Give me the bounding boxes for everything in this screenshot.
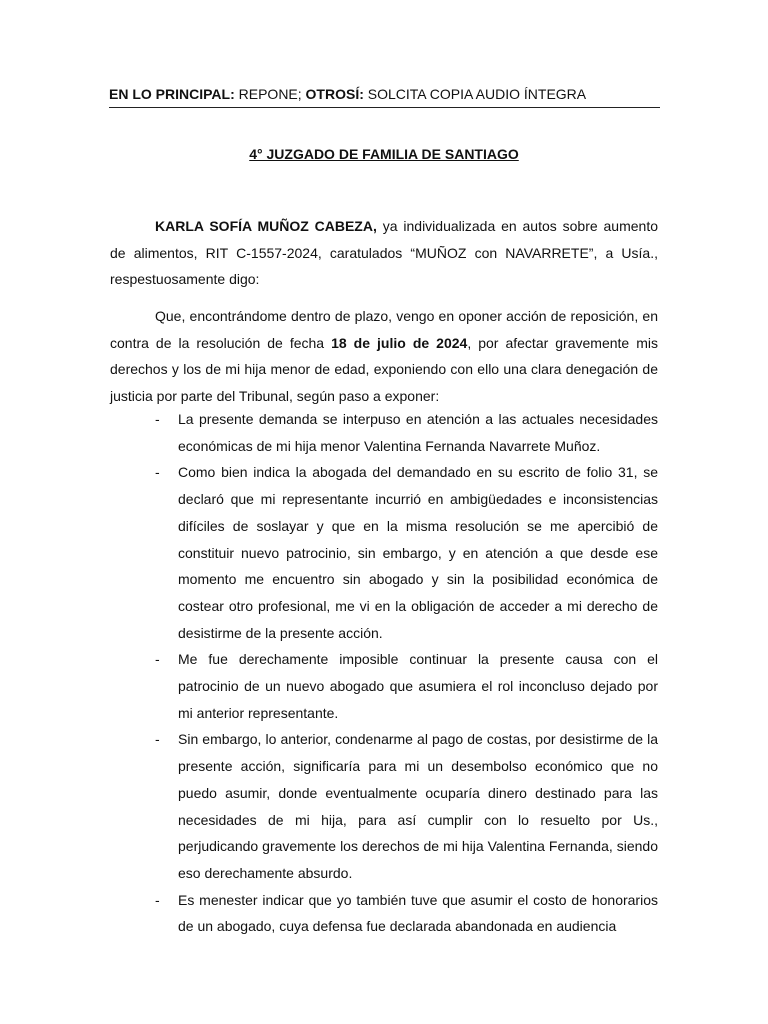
petitioner-name: KARLA SOFÍA MUÑOZ CABEZA,	[155, 218, 377, 234]
principal-text: REPONE;	[234, 86, 306, 102]
list-item	[155, 726, 658, 886]
intro-paragraph	[110, 213, 658, 293]
bullet-dash: -	[155, 731, 160, 748]
principal-label: EN LO PRINCIPAL:	[109, 86, 235, 102]
list-item	[155, 887, 658, 940]
arguments-list	[0, 406, 768, 940]
otrosi-label: OTROSÍ:	[305, 86, 364, 102]
body-text-after-date: , por afectar gravemente mis derechos y los de mi hija menor de edad, exponiendo con ello una clara denegación de justicia por parte del Tribunal, según paso a exponer:	[110, 334, 658, 405]
otrosi-text: SOLCITA COPIA AUDIO ÍNTEGRA	[363, 86, 587, 102]
court-title: 4° JUZGADO DE FAMILIA DE SANTIAGO	[249, 146, 519, 162]
resolution-date: 18 de julio de 2024	[331, 334, 468, 351]
list-item	[155, 646, 658, 726]
list-item-text: Como bien indica la abogada del demandado en su escrito de folio 31, se declaró que mi representante incurrió en ambigüedades e inconsistencias difíciles de soslayar y que en la misma resolución se me apercibió de constituir nuevo patrocinio, sin embargo, y en atención a que desde ese momento me encuentro sin abogado y sin la posibilidad económica de costear otro profesional, me vi en la obligación de acceder a mi derecho de desistirme de la presente acción.	[178, 464, 658, 641]
list-item-text: La presente demanda se interpuso en atención a las actuales necesidades económicas de mi hija menor Valentina Fernanda Navarrete Muñoz.	[178, 411, 658, 454]
bullet-dash: -	[155, 411, 160, 427]
intro-text: ya individualizada en autos sobre aumento de alimentos, RIT C-1557-2024, caratulados “MUÑOZ con NAVARRETE”, a Usía., respestuosamente digo:	[110, 218, 658, 288]
list-item-text: Es menester indicar que yo también tuve que asumir el costo de honorarios de un abogado, cuya defensa fue declarada abandonada en audiencia	[178, 891, 658, 935]
body-text-before-date: Que, encontrándome dentro de plazo, vengo en oponer acción de reposición, en contra de la resolución de fecha	[110, 308, 658, 351]
list-item-text: Sin embargo, lo anterior, condenarme al pago de costas, por desistirme de la presente acción, significaría para mi un desembolso económico que no puedo asumir, donde eventualmente ocuparía dinero destinado para las necesidades de mi hija, para así cumplir con lo resuelto por Us., perjudicando gravemente los derechos de mi hija Valentina Fernanda, siendo eso derechamente absurdo.	[178, 731, 658, 881]
list-item	[155, 406, 658, 459]
bullet-dash: -	[155, 464, 160, 481]
bullet-dash: -	[155, 651, 160, 668]
document-header	[109, 85, 660, 108]
body-paragraph	[110, 303, 658, 410]
list-item-text: Me fue derechamente imposible continuar la presente causa con el patrocinio de un nuevo abogado que asumiera el rol inconcluso dejado por mi anterior representante.	[178, 651, 658, 721]
bullet-dash: -	[155, 891, 160, 908]
list-item	[155, 459, 658, 646]
